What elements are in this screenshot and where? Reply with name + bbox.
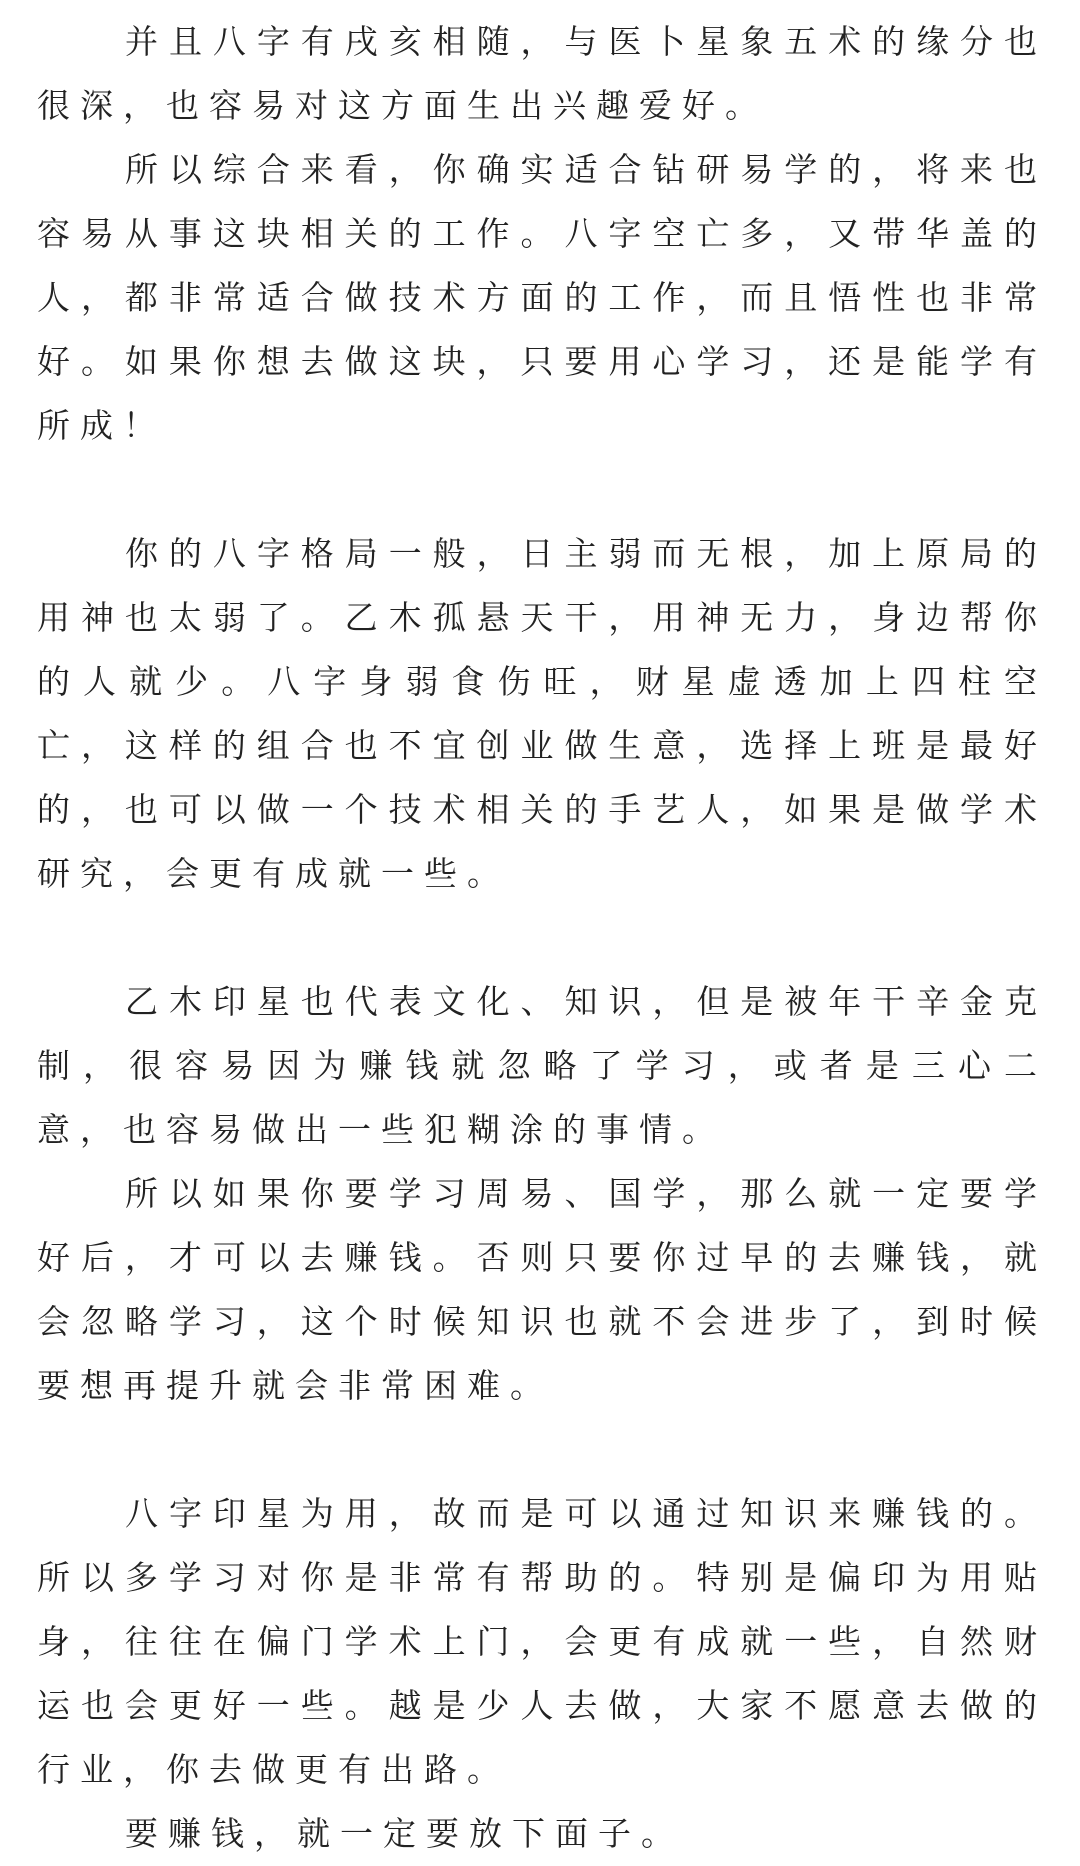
- paragraph-spacer: [37, 906, 1047, 970]
- paragraph-3: 你的八字格局一般，日主弱而无根，加上原局的用神也太弱了。乙木孤悬天干，用神无力，身边帮你的人就少。八字身弱食伤旺，财星虚透加上四柱空亡，这样的组合也不宜创业做生意，选择上班是最好的，也可以做一个技术相关的手艺人，如果是做学术研究，会更有成就一些。: [37, 534, 1047, 893]
- paragraph-spacer: [37, 458, 1047, 522]
- paragraph-spacer: [37, 1418, 1047, 1482]
- paragraph-4: 乙木印星也代表文化、知识，但是被年干辛金克制，很容易因为赚钱就忽略了学习，或者是三心二意，也容易做出一些犯糊涂的事情。: [37, 982, 1047, 1149]
- paragraph-7: 要赚钱，就一定要放下面子。: [125, 1814, 684, 1853]
- paragraph-6: 八字印星为用，故而是可以通过知识来赚钱的。所以多学习对你是非常有帮助的。特别是偏印为用贴身，往往在偏门学术上门，会更有成就一些，自然财运也会更好一些。越是少人去做，大家不愿意去做的行业，你去做更有出路。: [37, 1494, 1047, 1789]
- article-body: [37, 10, 1047, 1866]
- paragraph-1: 并且八字有戌亥相随，与医卜星象五术的缘分也很深，也容易对这方面生出兴趣爱好。: [37, 22, 1047, 125]
- paragraph-5: 所以如果你要学习周易、国学，那么就一定要学好后，才可以去赚钱。否则只要你过早的去赚钱，就会忽略学习，这个时候知识也就不会进步了，到时候要想再提升就会非常困难。: [37, 1174, 1047, 1405]
- paragraph-2: 所以综合来看，你确实适合钻研易学的，将来也容易从事这块相关的工作。八字空亡多，又带华盖的人，都非常适合做技术方面的工作，而且悟性也非常好。如果你想去做这块，只要用心学习，还是能学有所成！: [37, 150, 1047, 445]
